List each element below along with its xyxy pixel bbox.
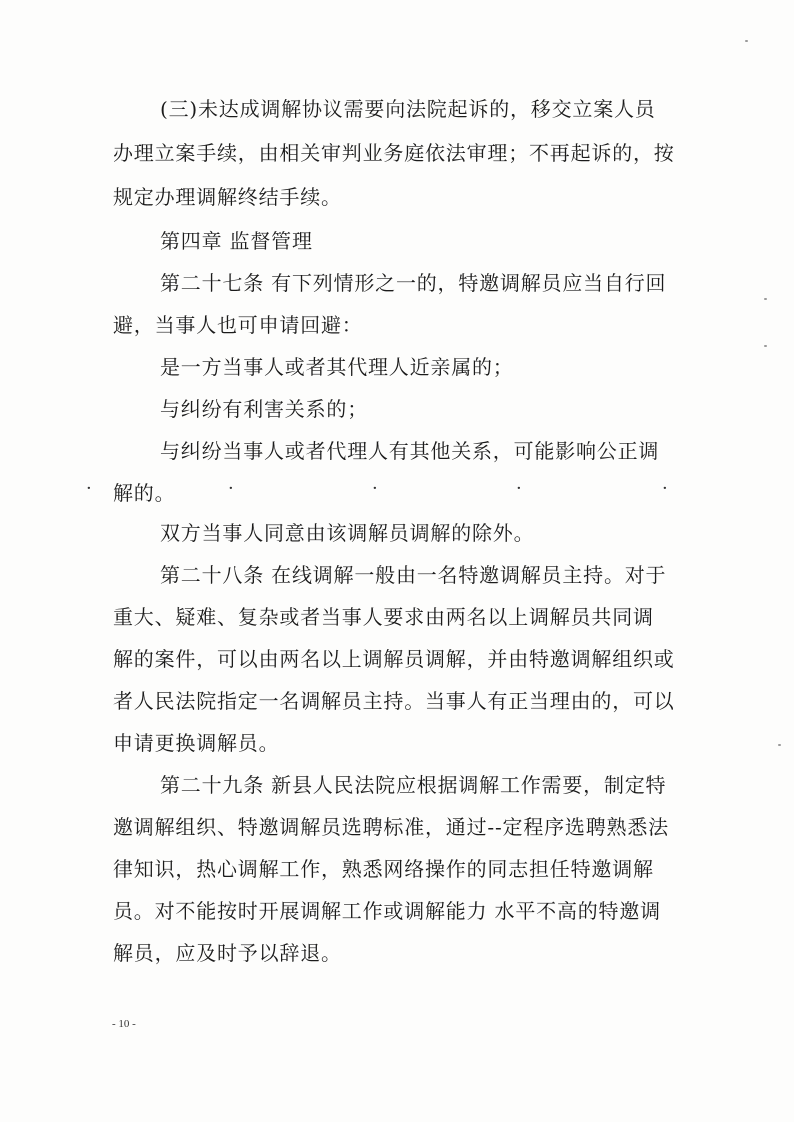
article-27-line: 避，当事人也可申请回避： — [113, 313, 363, 337]
chapter-heading: 第四章 监督管理 — [160, 229, 313, 253]
article-29-line: 律知识，热心调解工作，熟悉网络操作的同志担任特邀调解 — [113, 857, 654, 881]
article-29-line: 邀调解组织、特邀调解员选聘标准，通过--定程序选聘熟悉法 — [113, 815, 669, 839]
article-29-line: 解员，应及时予以辞退。 — [113, 941, 342, 965]
list-item-line: 与纠纷当事人或者代理人有其他关系，可能影响公正调 — [160, 439, 660, 463]
stray-mark: · — [516, 478, 522, 499]
list-item-line: 是一方当事人或者其代理人近亲属的； — [160, 355, 514, 379]
stray-mark: · — [86, 478, 92, 499]
article-28-line: 重大、疑难、复杂或者当事人要求由两名以上调解员共同调 — [113, 605, 654, 629]
paragraph-line: 办理立案手续，由相关审判业务庭依法审理；不再起诉的，按 — [113, 141, 675, 165]
scan-speck — [764, 345, 767, 347]
page-number: - 10 - — [112, 1018, 136, 1030]
paragraph-line: 规定办理调解终结手续。 — [113, 185, 342, 209]
scan-speck — [778, 744, 781, 746]
article-29-line: 员。对不能按时开展调解工作或调解能力 水平不高的特邀调 — [113, 899, 661, 923]
article-28-line: 第二十八条 在线调解一般由一名特邀调解员主持。对于 — [160, 563, 667, 587]
stray-mark: · — [662, 478, 668, 499]
article-28-line: 者人民法院指定一名调解员主持。当事人有正当理由的，可以 — [113, 689, 675, 713]
article-28-line: 申请更换调解员。 — [113, 731, 280, 755]
stray-mark: · — [228, 478, 234, 499]
article-28-line: 解的案件，可以由两名以上调解员调解，并由特邀调解组织或 — [113, 647, 675, 671]
article-29-line: 第二十九条 新县人民法院应根据调解工作需要，制定特 — [160, 773, 667, 797]
scan-speck — [764, 298, 767, 300]
paragraph-line: 双方当事人同意由该调解员调解的除外。 — [160, 521, 535, 545]
article-27-line: 第二十七条 有下列情形之一的，特邀调解员应当自行回 — [160, 271, 667, 295]
stray-mark: · — [372, 478, 378, 499]
list-item-line: 与纠纷有利害关系的； — [160, 397, 368, 421]
list-item-line: 解的。 — [113, 481, 176, 505]
paragraph-line: (三)未达成调解协议需要向法院起诉的，移交立案人员 — [160, 97, 656, 121]
scan-speck — [745, 40, 748, 42]
